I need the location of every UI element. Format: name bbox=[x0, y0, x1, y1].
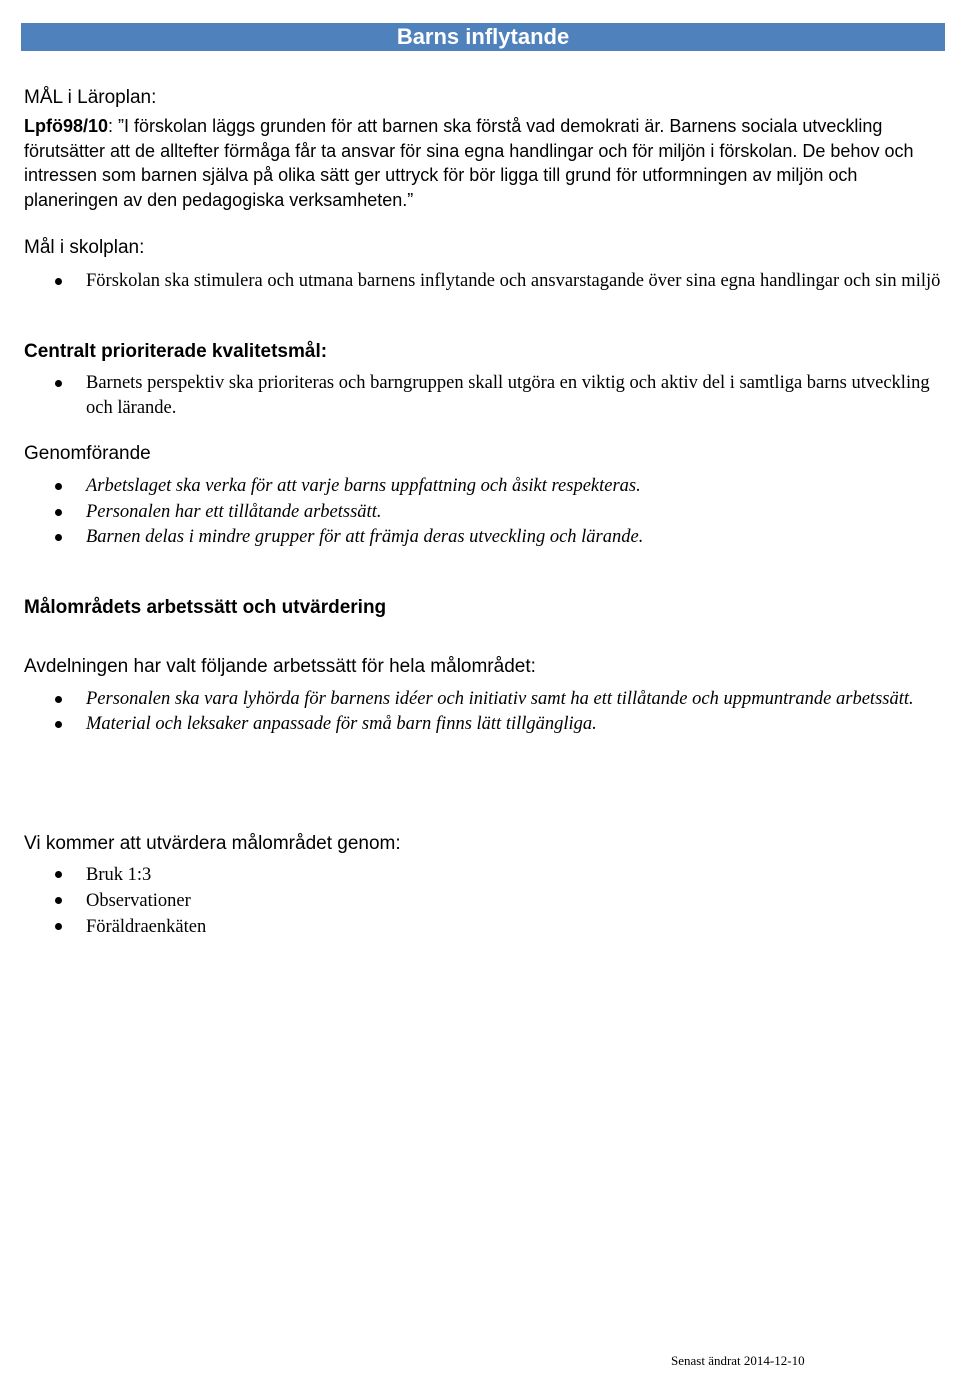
kvalitet-section bbox=[24, 340, 942, 420]
bullet-icon bbox=[55, 897, 62, 904]
laroplan-heading: MÅL i Läroplan: bbox=[24, 87, 157, 108]
last-modified-footer: Senast ändrat 2014-12-10 bbox=[671, 1353, 805, 1368]
list-item: Föräldraenkäten bbox=[24, 914, 942, 940]
skolplan-list bbox=[24, 269, 942, 294]
page-title: Barns inflytande bbox=[21, 23, 945, 51]
bullet-icon bbox=[55, 509, 62, 516]
skolplan-heading: Mål i skolplan: bbox=[24, 237, 145, 258]
skolplan-section bbox=[24, 236, 942, 294]
bullet-icon bbox=[55, 278, 62, 285]
laroplan-body: : ”I förskolan läggs grunden för att barnen ska förstå vad demokrati är. Barnens sociala utveckling förutsätter att de alltefter förmåga får ta ansvar för sina egna handlingar och för miljön i förskolan. De behov och intressen som barnen själva på olika sätt ger uttryck för bör ligga till grund för utformningen av miljön och planeringen av den pedagogiska verksamheten.” bbox=[24, 116, 914, 210]
laroplan-text bbox=[24, 114, 942, 212]
list-item: Observationer bbox=[24, 888, 942, 914]
list-item: Personalen har ett tillåtande arbetssätt. bbox=[24, 500, 942, 526]
list-item: Förskolan ska stimulera och utmana barnens inflytande och ansvarstagande över sina egna handlingar och sin miljö bbox=[24, 269, 942, 294]
arbetssatt-section bbox=[24, 655, 942, 736]
list-item: Arbetslaget ska verka för att varje barns uppfattning och åsikt respekteras. bbox=[24, 474, 942, 500]
kvalitet-list bbox=[24, 371, 942, 420]
utvardering-heading: Vi kommer att utvärdera målområdet genom: bbox=[24, 833, 401, 854]
list-item: Barnets perspektiv ska prioriteras och barngruppen skall utgöra en viktig och aktiv del i samtliga barns utveckling och lärande. bbox=[24, 371, 942, 420]
kvalitet-heading: Centralt prioriterade kvalitetsmål: bbox=[24, 341, 328, 362]
genomforande-heading: Genomförande bbox=[24, 443, 151, 464]
genomforande-section bbox=[24, 442, 942, 551]
list-item: Bruk 1:3 bbox=[24, 862, 942, 888]
bullet-icon bbox=[55, 871, 62, 878]
bullet-icon bbox=[55, 721, 62, 728]
bullet-icon bbox=[55, 696, 62, 703]
bullet-icon bbox=[55, 923, 62, 930]
malomrade-section bbox=[24, 596, 942, 620]
utvardering-list bbox=[24, 862, 942, 940]
bullet-icon bbox=[55, 380, 62, 387]
arbetssatt-list bbox=[24, 687, 942, 736]
list-item: Material och leksaker anpassade för små barn finns lätt tillgängliga. bbox=[24, 712, 942, 737]
laroplan-section bbox=[24, 86, 942, 212]
malomrade-heading: Målområdets arbetssätt och utvärdering bbox=[24, 597, 387, 618]
bullet-icon bbox=[55, 534, 62, 541]
arbetssatt-heading: Avdelningen har valt följande arbetssätt för hela målområdet: bbox=[24, 656, 536, 677]
bullet-icon bbox=[55, 483, 62, 490]
genomforande-list bbox=[24, 474, 942, 551]
utvardering-section bbox=[24, 832, 942, 940]
laroplan-lead: Lpfö98/10 bbox=[24, 116, 109, 136]
list-item: Personalen ska vara lyhörda för barnens idéer och initiativ samt ha ett tillåtande och uppmuntrande arbetssätt. bbox=[24, 687, 942, 712]
list-item: Barnen delas i mindre grupper för att främja deras utveckling och lärande. bbox=[24, 525, 942, 551]
